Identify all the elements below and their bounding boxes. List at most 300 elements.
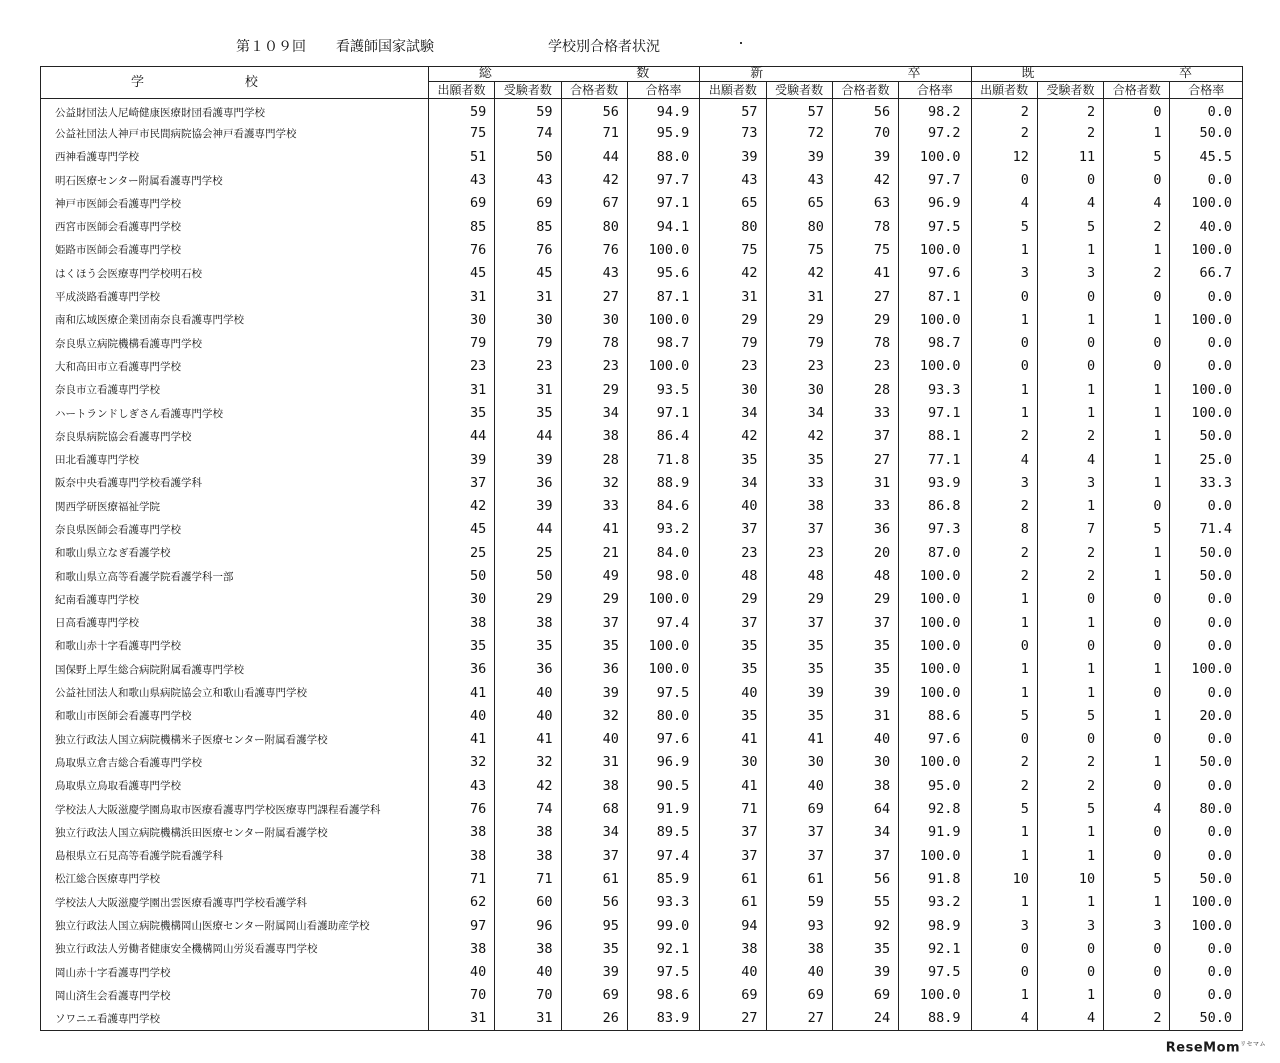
count-cell: 35 <box>832 937 898 960</box>
count-cell: 36 <box>428 658 494 681</box>
count-cell: 0 <box>1037 285 1103 308</box>
count-cell: 55 <box>832 891 898 914</box>
school-name: 公益社団法人神戸市民間病院協会神戸看護専門学校 <box>41 122 429 145</box>
count-cell: 10 <box>1037 867 1103 890</box>
document-title: 学校別合格者状況 <box>548 39 660 55</box>
count-cell: 38 <box>495 821 561 844</box>
pass-rate-cell: 100.0 <box>899 145 971 168</box>
count-cell: 1 <box>1037 611 1103 634</box>
count-cell: 29 <box>495 588 561 611</box>
count-cell: 26 <box>561 1007 627 1030</box>
table-row <box>41 867 1243 890</box>
count-cell: 38 <box>495 611 561 634</box>
count-cell: 23 <box>700 541 766 564</box>
count-cell: 31 <box>495 285 561 308</box>
count-cell: 0 <box>1037 168 1103 191</box>
count-cell: 37 <box>700 821 766 844</box>
count-cell: 43 <box>428 774 494 797</box>
pass-rate-cell: 93.3 <box>899 378 971 401</box>
pass-rate-cell: 0.0 <box>1170 168 1243 191</box>
pass-rate-cell: 100.0 <box>1170 658 1243 681</box>
count-cell: 33 <box>832 401 898 424</box>
pass-rate-cell: 100.0 <box>1170 308 1243 331</box>
column-header: 合格率 <box>627 82 699 99</box>
count-cell: 0 <box>1104 844 1170 867</box>
count-cell: 1 <box>971 588 1037 611</box>
count-cell: 35 <box>700 634 766 657</box>
document-title-line <box>0 36 1280 56</box>
school-name: 島根県立石見高等看護学院看護学科 <box>41 844 429 867</box>
count-cell: 0 <box>1037 937 1103 960</box>
pass-rate-cell: 93.2 <box>899 891 971 914</box>
count-cell: 1 <box>1037 495 1103 518</box>
pass-rate-cell: 88.1 <box>899 425 971 448</box>
pass-rate-cell: 91.9 <box>627 797 699 820</box>
count-cell: 1 <box>971 658 1037 681</box>
resemom-watermark: ReseMom$^{リセマム}$ <box>1165 1040 1266 1055</box>
pass-rate-cell: 92.1 <box>899 937 971 960</box>
count-cell: 0 <box>1037 634 1103 657</box>
column-header: 合格率 <box>899 82 971 99</box>
count-cell: 2 <box>1037 751 1103 774</box>
count-cell: 74 <box>495 797 561 820</box>
pass-rate-cell: 100.0 <box>627 238 699 261</box>
pass-rate-cell: 40.0 <box>1170 215 1243 238</box>
count-cell: 2 <box>971 99 1037 122</box>
school-name: ハートランドしぎさん看護専門学校 <box>41 401 429 424</box>
exam-name: 看護師国家試験 <box>336 39 434 55</box>
count-cell: 69 <box>766 984 832 1007</box>
count-cell: 73 <box>700 122 766 145</box>
count-cell: 79 <box>700 331 766 354</box>
pass-rate-cell: 91.9 <box>899 821 971 844</box>
count-cell: 23 <box>832 355 898 378</box>
pass-rate-cell: 98.7 <box>627 331 699 354</box>
school-name: 学校法人大阪滋慶学園出雲医療看護専門学校看護学科 <box>41 891 429 914</box>
table-row <box>41 681 1243 704</box>
stray-mark <box>740 42 742 44</box>
count-cell: 41 <box>832 262 898 285</box>
count-cell: 37 <box>766 821 832 844</box>
count-cell: 71 <box>700 797 766 820</box>
count-cell: 4 <box>1037 192 1103 215</box>
count-cell: 1 <box>971 821 1037 844</box>
count-cell: 0 <box>1037 728 1103 751</box>
pass-rate-cell: 98.9 <box>899 914 971 937</box>
count-cell: 2 <box>1037 122 1103 145</box>
count-cell: 1 <box>1104 378 1170 401</box>
count-cell: 32 <box>561 471 627 494</box>
school-name: 大和高田市立看護専門学校 <box>41 355 429 378</box>
pass-rate-cell: 25.0 <box>1170 448 1243 471</box>
table-row <box>41 1007 1243 1030</box>
count-cell: 37 <box>766 611 832 634</box>
count-cell: 75 <box>700 238 766 261</box>
count-cell: 61 <box>700 867 766 890</box>
count-cell: 5 <box>971 215 1037 238</box>
pass-rate-cell: 100.0 <box>899 611 971 634</box>
count-cell: 40 <box>700 681 766 704</box>
count-cell: 30 <box>428 308 494 331</box>
pass-rate-cell: 50.0 <box>1170 1007 1243 1030</box>
count-cell: 43 <box>495 168 561 191</box>
pass-rate-cell: 100.0 <box>1170 238 1243 261</box>
count-cell: 69 <box>495 192 561 215</box>
pass-rate-cell: 100.0 <box>627 658 699 681</box>
count-cell: 35 <box>700 448 766 471</box>
count-cell: 35 <box>832 634 898 657</box>
count-cell: 69 <box>561 984 627 1007</box>
count-cell: 65 <box>766 192 832 215</box>
pass-rate-cell: 0.0 <box>1170 99 1243 122</box>
results-table <box>40 66 1243 1031</box>
school-name: 田北看護専門学校 <box>41 448 429 471</box>
count-cell: 42 <box>495 774 561 797</box>
count-cell: 0 <box>1104 634 1170 657</box>
count-cell: 59 <box>495 99 561 122</box>
pass-rate-cell: 93.2 <box>627 518 699 541</box>
count-cell: 0 <box>971 355 1037 378</box>
count-cell: 35 <box>495 401 561 424</box>
count-cell: 42 <box>766 425 832 448</box>
count-cell: 31 <box>495 1007 561 1030</box>
count-cell: 39 <box>832 960 898 983</box>
pass-rate-cell: 50.0 <box>1170 541 1243 564</box>
count-cell: 1 <box>971 611 1037 634</box>
pass-rate-cell: 100.0 <box>627 634 699 657</box>
pass-rate-cell: 88.9 <box>627 471 699 494</box>
count-cell: 40 <box>495 681 561 704</box>
pass-rate-cell: 80.0 <box>1170 797 1243 820</box>
pass-rate-cell: 100.0 <box>627 355 699 378</box>
school-name: 奈良県病院協会看護専門学校 <box>41 425 429 448</box>
count-cell: 0 <box>1104 355 1170 378</box>
school-name: 公益財団法人尼崎健康医療財団看護専門学校 <box>41 99 429 122</box>
school-name: 西神看護専門学校 <box>41 145 429 168</box>
count-cell: 23 <box>561 355 627 378</box>
count-cell: 38 <box>428 611 494 634</box>
school-name: 岡山済生会看護専門学校 <box>41 984 429 1007</box>
pass-rate-cell: 97.2 <box>899 122 971 145</box>
pass-rate-cell: 95.0 <box>899 774 971 797</box>
count-cell: 2 <box>971 564 1037 587</box>
count-cell: 37 <box>561 611 627 634</box>
table-row <box>41 401 1243 424</box>
count-cell: 31 <box>700 285 766 308</box>
count-cell: 0 <box>1104 285 1170 308</box>
count-cell: 0 <box>971 331 1037 354</box>
count-cell: 74 <box>495 122 561 145</box>
count-cell: 27 <box>561 285 627 308</box>
count-cell: 38 <box>766 495 832 518</box>
count-cell: 38 <box>495 937 561 960</box>
count-cell: 39 <box>561 681 627 704</box>
count-cell: 27 <box>832 285 898 308</box>
table-row <box>41 704 1243 727</box>
column-header: 合格者数 <box>832 82 898 99</box>
pass-rate-cell: 0.0 <box>1170 495 1243 518</box>
count-cell: 61 <box>700 891 766 914</box>
count-cell: 4 <box>971 192 1037 215</box>
count-cell: 4 <box>1037 448 1103 471</box>
count-cell: 59 <box>766 891 832 914</box>
pass-rate-cell: 100.0 <box>899 634 971 657</box>
group-header-total: 総 数 <box>428 67 699 82</box>
count-cell: 30 <box>561 308 627 331</box>
count-cell: 5 <box>1104 867 1170 890</box>
pass-rate-cell: 71.4 <box>1170 518 1243 541</box>
pass-rate-cell: 93.9 <box>899 471 971 494</box>
pass-rate-cell: 94.1 <box>627 215 699 238</box>
count-cell: 97 <box>428 914 494 937</box>
pass-rate-cell: 50.0 <box>1170 751 1243 774</box>
pass-rate-cell: 99.0 <box>627 914 699 937</box>
count-cell: 45 <box>428 262 494 285</box>
count-cell: 94 <box>700 914 766 937</box>
table-row <box>41 145 1243 168</box>
count-cell: 69 <box>766 797 832 820</box>
count-cell: 2 <box>971 774 1037 797</box>
count-cell: 1 <box>1037 308 1103 331</box>
count-cell: 30 <box>428 588 494 611</box>
school-name: 松江総合医療専門学校 <box>41 867 429 890</box>
count-cell: 0 <box>1037 331 1103 354</box>
school-name: 平成淡路看護専門学校 <box>41 285 429 308</box>
count-cell: 1 <box>1037 238 1103 261</box>
pass-rate-cell: 92.8 <box>899 797 971 820</box>
count-cell: 1 <box>1104 541 1170 564</box>
count-cell: 35 <box>766 704 832 727</box>
count-cell: 44 <box>561 145 627 168</box>
school-name: はくほう会医療専門学校明石校 <box>41 262 429 285</box>
pass-rate-cell: 0.0 <box>1170 588 1243 611</box>
count-cell: 41 <box>495 728 561 751</box>
school-name: 姫路市医師会看護専門学校 <box>41 238 429 261</box>
count-cell: 0 <box>1104 937 1170 960</box>
count-cell: 75 <box>832 238 898 261</box>
count-cell: 96 <box>495 914 561 937</box>
count-cell: 56 <box>561 891 627 914</box>
count-cell: 32 <box>561 704 627 727</box>
count-cell: 40 <box>766 960 832 983</box>
table-row <box>41 751 1243 774</box>
count-cell: 1 <box>1037 821 1103 844</box>
count-cell: 78 <box>561 331 627 354</box>
count-cell: 36 <box>832 518 898 541</box>
school-name: 独立行政法人国立病院機構浜田医療センター附属看護学校 <box>41 821 429 844</box>
pass-rate-cell: 98.0 <box>627 564 699 587</box>
count-cell: 40 <box>495 960 561 983</box>
count-cell: 42 <box>832 168 898 191</box>
count-cell: 23 <box>766 541 832 564</box>
pass-rate-cell: 66.7 <box>1170 262 1243 285</box>
pass-rate-cell: 97.4 <box>627 844 699 867</box>
pass-rate-cell: 97.5 <box>899 215 971 238</box>
count-cell: 0 <box>971 634 1037 657</box>
count-cell: 50 <box>495 564 561 587</box>
pass-rate-cell: 100.0 <box>1170 891 1243 914</box>
count-cell: 42 <box>700 425 766 448</box>
school-column-header: 学 校 <box>41 67 429 99</box>
count-cell: 44 <box>495 425 561 448</box>
table-row <box>41 425 1243 448</box>
table-row <box>41 518 1243 541</box>
count-cell: 42 <box>766 262 832 285</box>
count-cell: 7 <box>1037 518 1103 541</box>
table-row <box>41 774 1243 797</box>
table-row <box>41 285 1243 308</box>
count-cell: 2 <box>1104 262 1170 285</box>
count-cell: 1 <box>1104 238 1170 261</box>
table-row <box>41 168 1243 191</box>
school-name: 和歌山赤十字看護専門学校 <box>41 634 429 657</box>
school-name: 紀南看護専門学校 <box>41 588 429 611</box>
pass-rate-cell: 93.3 <box>627 891 699 914</box>
count-cell: 37 <box>832 425 898 448</box>
count-cell: 41 <box>428 728 494 751</box>
school-name: 国保野上厚生総合病院附属看護専門学校 <box>41 658 429 681</box>
pass-rate-cell: 87.0 <box>899 541 971 564</box>
count-cell: 0 <box>971 937 1037 960</box>
pass-rate-cell: 100.0 <box>899 658 971 681</box>
table-row <box>41 728 1243 751</box>
count-cell: 59 <box>428 99 494 122</box>
table-row <box>41 541 1243 564</box>
pass-rate-cell: 100.0 <box>899 308 971 331</box>
pass-rate-cell: 84.0 <box>627 541 699 564</box>
pass-rate-cell: 88.9 <box>899 1007 971 1030</box>
count-cell: 39 <box>766 145 832 168</box>
count-cell: 48 <box>766 564 832 587</box>
count-cell: 56 <box>832 867 898 890</box>
count-cell: 0 <box>971 960 1037 983</box>
count-cell: 27 <box>832 448 898 471</box>
count-cell: 41 <box>561 518 627 541</box>
pass-rate-cell: 100.0 <box>627 308 699 331</box>
pass-rate-cell: 98.7 <box>899 331 971 354</box>
count-cell: 29 <box>700 588 766 611</box>
count-cell: 39 <box>495 495 561 518</box>
count-cell: 0 <box>1104 331 1170 354</box>
count-cell: 36 <box>495 471 561 494</box>
count-cell: 62 <box>428 891 494 914</box>
count-cell: 80 <box>700 215 766 238</box>
count-cell: 0 <box>1104 774 1170 797</box>
pass-rate-cell: 45.5 <box>1170 145 1243 168</box>
count-cell: 43 <box>428 168 494 191</box>
count-cell: 2 <box>971 541 1037 564</box>
count-cell: 0 <box>1037 588 1103 611</box>
pass-rate-cell: 88.6 <box>899 704 971 727</box>
count-cell: 1 <box>1104 751 1170 774</box>
school-name: 岡山赤十字看護専門学校 <box>41 960 429 983</box>
school-name: 奈良県立病院機構看護専門学校 <box>41 331 429 354</box>
pass-rate-cell: 0.0 <box>1170 937 1243 960</box>
count-cell: 78 <box>832 215 898 238</box>
count-cell: 37 <box>832 844 898 867</box>
pass-rate-cell: 96.9 <box>899 192 971 215</box>
count-cell: 29 <box>700 308 766 331</box>
count-cell: 39 <box>561 960 627 983</box>
count-cell: 41 <box>766 728 832 751</box>
count-cell: 1 <box>1104 471 1170 494</box>
exam-number: 第１０９回 <box>236 39 306 55</box>
count-cell: 1 <box>1104 122 1170 145</box>
pass-rate-cell: 87.1 <box>899 285 971 308</box>
pass-rate-cell: 89.5 <box>627 821 699 844</box>
pass-rate-cell: 50.0 <box>1170 867 1243 890</box>
count-cell: 78 <box>832 331 898 354</box>
count-cell: 70 <box>495 984 561 1007</box>
count-cell: 40 <box>495 704 561 727</box>
count-cell: 23 <box>766 355 832 378</box>
count-cell: 71 <box>561 122 627 145</box>
count-cell: 43 <box>700 168 766 191</box>
count-cell: 63 <box>832 192 898 215</box>
count-cell: 76 <box>428 238 494 261</box>
count-cell: 33 <box>832 495 898 518</box>
pass-rate-cell: 86.4 <box>627 425 699 448</box>
count-cell: 40 <box>832 728 898 751</box>
count-cell: 38 <box>428 844 494 867</box>
count-cell: 51 <box>428 145 494 168</box>
count-cell: 35 <box>561 634 627 657</box>
table-row <box>41 192 1243 215</box>
pass-rate-cell: 20.0 <box>1170 704 1243 727</box>
count-cell: 37 <box>766 844 832 867</box>
pass-rate-cell: 50.0 <box>1170 564 1243 587</box>
count-cell: 42 <box>561 168 627 191</box>
count-cell: 38 <box>766 937 832 960</box>
count-cell: 1 <box>1104 425 1170 448</box>
school-name: 明石医療センター附属看護専門学校 <box>41 168 429 191</box>
pass-rate-cell: 0.0 <box>1170 844 1243 867</box>
count-cell: 37 <box>700 611 766 634</box>
pass-rate-cell: 100.0 <box>627 588 699 611</box>
pass-rate-cell: 0.0 <box>1170 774 1243 797</box>
count-cell: 71 <box>428 867 494 890</box>
school-name: ソワニエ看護専門学校 <box>41 1007 429 1030</box>
count-cell: 39 <box>495 448 561 471</box>
count-cell: 5 <box>1104 145 1170 168</box>
count-cell: 1 <box>1037 658 1103 681</box>
pass-rate-cell: 100.0 <box>899 844 971 867</box>
count-cell: 1 <box>971 891 1037 914</box>
count-cell: 41 <box>700 774 766 797</box>
table-row <box>41 471 1243 494</box>
count-cell: 61 <box>561 867 627 890</box>
pass-rate-cell: 0.0 <box>1170 331 1243 354</box>
table-row <box>41 355 1243 378</box>
count-cell: 1 <box>1037 844 1103 867</box>
table-row <box>41 984 1243 1007</box>
table-row <box>41 122 1243 145</box>
school-name: 阪奈中央看護専門学校看護学科 <box>41 471 429 494</box>
count-cell: 80 <box>766 215 832 238</box>
count-cell: 29 <box>766 308 832 331</box>
pass-rate-cell: 97.5 <box>899 960 971 983</box>
pass-rate-cell: 0.0 <box>1170 960 1243 983</box>
table-row <box>41 564 1243 587</box>
count-cell: 76 <box>428 797 494 820</box>
column-header: 出願者数 <box>700 82 766 99</box>
count-cell: 67 <box>561 192 627 215</box>
count-cell: 38 <box>832 774 898 797</box>
pass-rate-cell: 100.0 <box>1170 401 1243 424</box>
count-cell: 23 <box>495 355 561 378</box>
school-name: 西宮市医師会看護専門学校 <box>41 215 429 238</box>
pass-rate-cell: 95.6 <box>627 262 699 285</box>
